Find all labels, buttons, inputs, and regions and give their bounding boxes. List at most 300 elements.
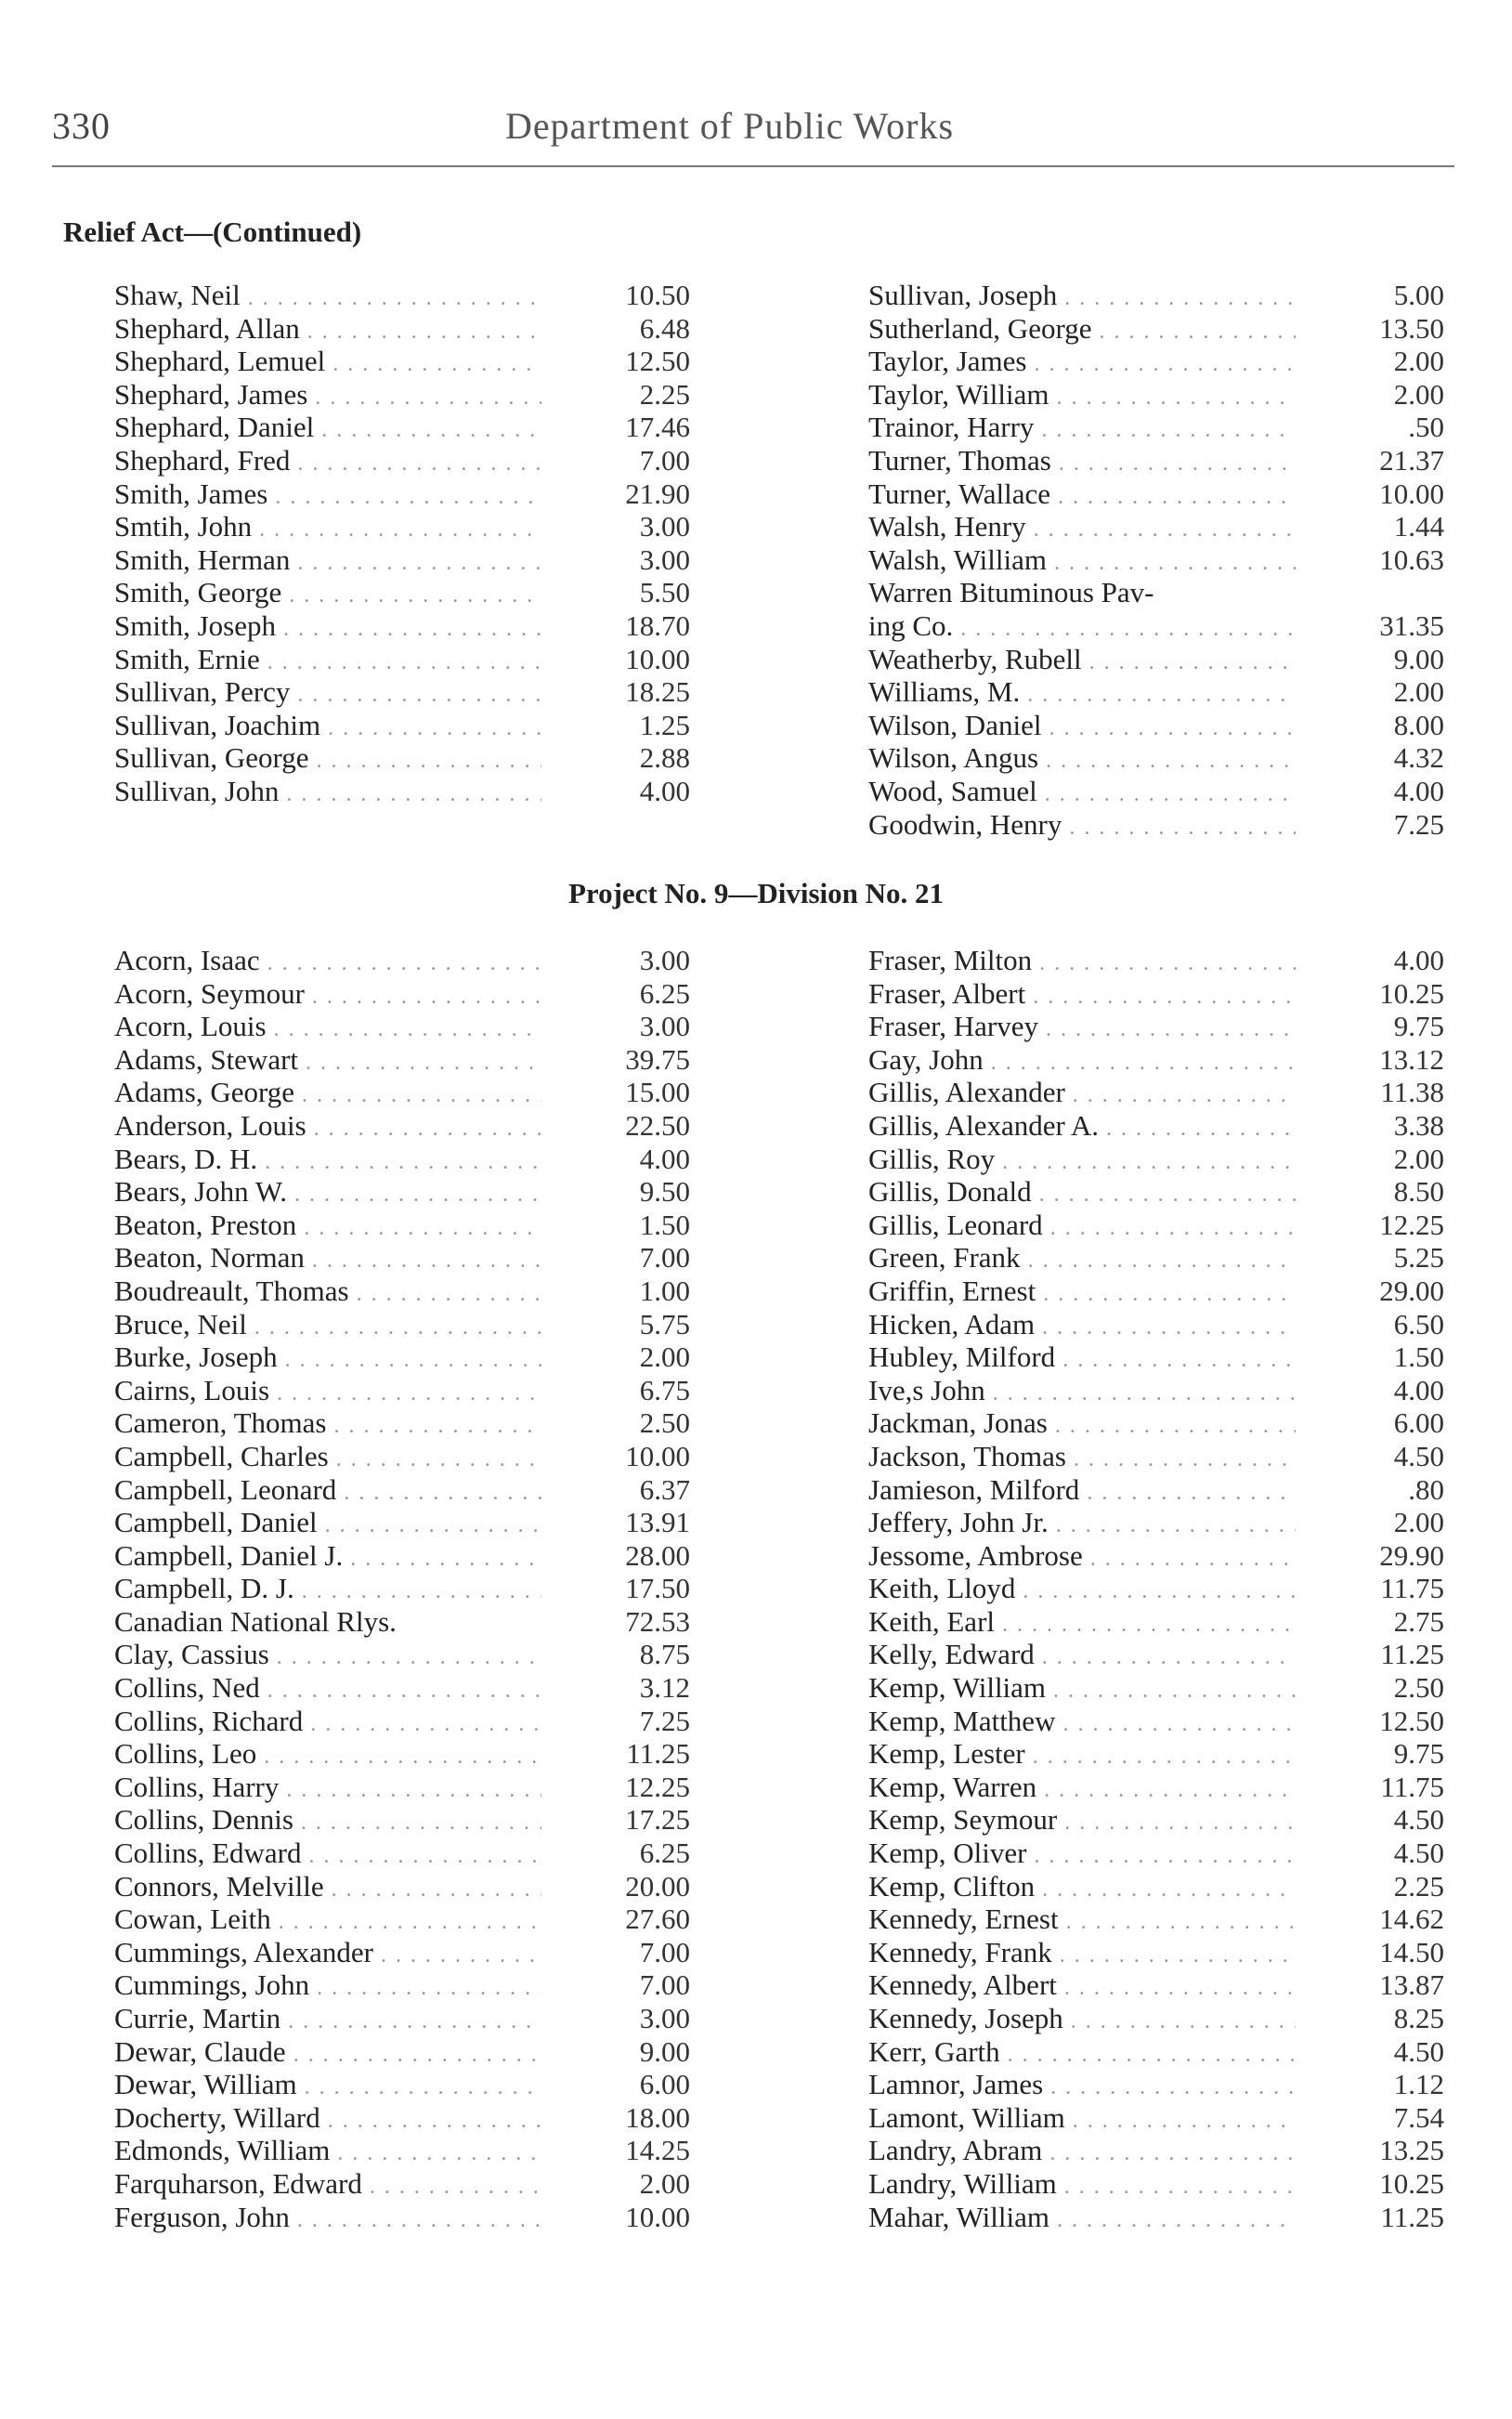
- entry-name: Edmonds, William . . .: [114, 2134, 541, 2171]
- list-item: [114, 1473, 690, 1507]
- entry-name: Gay, John . . .: [868, 1043, 1296, 1080]
- entry-amount: 2.88: [639, 741, 690, 775]
- entry-name: Green, Frank . . .: [868, 1241, 1296, 1278]
- entry-amount: 9.50: [639, 1175, 690, 1209]
- entry-name: Shephard, James . . .: [114, 378, 541, 415]
- entry-name: Sutherland, George . . .: [868, 312, 1296, 349]
- entry-amount: 10.00: [625, 2200, 690, 2233]
- entry-amount: 2.00: [1393, 345, 1444, 378]
- list-item: [114, 1010, 690, 1043]
- entry-name: Kelly, Edward . . .: [868, 1638, 1296, 1675]
- entry-name: Ive,s John . . .: [868, 1374, 1296, 1411]
- entry-name: Cummings, John . . .: [114, 1968, 541, 2006]
- entry-name: Kerr, Garth . . .: [868, 2035, 1296, 2072]
- entry-amount: 20.00: [625, 1869, 690, 1903]
- entry-name: Smith, Joseph . . .: [114, 609, 541, 647]
- list-item: [868, 2134, 1444, 2167]
- entry-name: Acorn, Louis . . .: [114, 1010, 541, 1047]
- entry-amount: 2.25: [1393, 1869, 1444, 1903]
- list-item: [114, 741, 690, 775]
- entry-name: Bears, John W. . . .: [114, 1175, 541, 1212]
- entry-name: Jessome, Ambrose . . .: [868, 1539, 1296, 1576]
- entry-amount: 2.00: [1393, 1142, 1444, 1175]
- entry-amount: 3.00: [639, 543, 690, 576]
- list-item: [114, 675, 690, 709]
- list-item: [868, 1374, 1444, 1407]
- list-item: [868, 1440, 1444, 1473]
- list-item: [114, 1705, 690, 1738]
- entry-name: Bears, D. H. . . .: [114, 1143, 541, 1180]
- entry-name: Lamont, William . . .: [868, 2101, 1296, 2138]
- entry-amount: 2.00: [639, 1340, 690, 1374]
- entry-name: Wilson, Daniel . . .: [868, 709, 1296, 746]
- entry-amount: 11.25: [626, 1737, 690, 1771]
- entry-name: Docherty, Willard . . .: [114, 2101, 541, 2138]
- entry-amount: 2.00: [1393, 377, 1444, 411]
- list-item: [114, 1241, 690, 1275]
- entry-amount: 8.25: [1393, 2002, 1444, 2034]
- entry-amount: 6.00: [639, 2068, 690, 2101]
- list-item: [114, 312, 690, 346]
- list-item: [114, 1870, 690, 1903]
- entry-amount: 10.25: [1379, 976, 1444, 1010]
- list-item: [868, 944, 1444, 977]
- entry-name: Gillis, Roy . . .: [868, 1143, 1296, 1180]
- entry-name: Shephard, Lemuel . . .: [114, 345, 541, 382]
- entry-amount: 13.87: [1379, 1968, 1444, 2002]
- list-item: [868, 1143, 1444, 1176]
- list-item: [868, 1241, 1444, 1275]
- entry-name: Beaton, Norman . . .: [114, 1241, 541, 1278]
- entry-amount: 2.00: [1393, 675, 1444, 709]
- entry-name: Sullivan, George . . .: [114, 741, 541, 778]
- list-item: [868, 312, 1444, 346]
- list-item: [868, 1638, 1444, 1671]
- list-item: [868, 709, 1444, 742]
- entry-amount: 4.32: [1393, 741, 1444, 775]
- entry-name: Warren Bituminous Pav-: [868, 576, 1154, 609]
- entry-name: Bruce, Neil . . .: [114, 1308, 541, 1345]
- entry-amount: 4.50: [1393, 1439, 1444, 1472]
- entry-amount: 7.00: [639, 443, 690, 477]
- list-item: [868, 609, 1444, 643]
- page-number: 330: [52, 105, 111, 147]
- entry-name: Campbell, Charles . . .: [114, 1440, 541, 1477]
- entry-name: Taylor, William . . .: [868, 378, 1296, 415]
- entry-name: Walsh, William . . .: [868, 543, 1296, 581]
- entry-amount: 2.50: [639, 1406, 690, 1440]
- list-item: [868, 510, 1444, 543]
- entry-amount: 28.00: [625, 1538, 690, 1572]
- entry-amount: 72.53: [625, 1604, 690, 1638]
- entry-name: Kemp, Seymour . . .: [868, 1803, 1296, 1840]
- list-item: [868, 1308, 1444, 1341]
- entry-amount: 14.62: [1379, 1903, 1444, 1936]
- entry-amount: 6.25: [639, 976, 690, 1010]
- entry-name: Landry, Abram . . .: [868, 2134, 1296, 2171]
- entry-name: Smtih, John . . .: [114, 510, 541, 547]
- entry-name: Williams, M. . . .: [868, 675, 1296, 713]
- list-item: [868, 643, 1444, 676]
- entry-amount: 17.25: [625, 1803, 690, 1837]
- entry-amount: 10.50: [625, 279, 690, 311]
- entry-amount: 21.90: [625, 477, 690, 510]
- entry-name: Burke, Joseph . . .: [114, 1340, 541, 1378]
- entry-name: Sullivan, Joseph . . .: [868, 279, 1296, 316]
- entry-name: Kennedy, Ernest . . .: [868, 1903, 1296, 1940]
- entry-amount: 3.00: [639, 2002, 690, 2034]
- list-item: [114, 1340, 690, 1374]
- list-item: [868, 1837, 1444, 1870]
- list-item: [868, 808, 1444, 842]
- relief-act-right-column: [868, 279, 1444, 841]
- entry-amount: 2.00: [639, 2166, 690, 2200]
- entry-amount: 18.00: [625, 2100, 690, 2134]
- entry-name: Dewar, William . . .: [114, 2068, 541, 2105]
- entry-name: Lamnor, James . . .: [868, 2068, 1296, 2105]
- entry-amount: .80: [1408, 1472, 1444, 1506]
- entry-name: Adams, George . . .: [114, 1076, 541, 1113]
- entry-name: Turner, Thomas . . .: [868, 444, 1296, 481]
- entry-amount: 10.00: [1379, 477, 1444, 510]
- entry-name: Farquharson, Edward . . .: [114, 2167, 541, 2204]
- entry-name: Landry, William . . .: [868, 2167, 1296, 2204]
- entry-name: Currie, Martin . . .: [114, 2002, 541, 2039]
- entry-name: Jamieson, Milford . . .: [868, 1473, 1296, 1510]
- list-item: [868, 1968, 1444, 2002]
- entry-amount: 18.70: [625, 608, 690, 642]
- list-item: [114, 510, 690, 543]
- list-item: [114, 1043, 690, 1077]
- entry-name: Griffin, Ernest . . .: [868, 1275, 1296, 1312]
- entry-name: Kemp, William . . .: [868, 1671, 1296, 1708]
- entry-amount: 1.50: [639, 1208, 690, 1241]
- entry-amount: 27.60: [625, 1903, 690, 1936]
- list-item: [114, 1903, 690, 1936]
- entry-name: Ferguson, John . . .: [114, 2201, 541, 2238]
- list-item: [114, 2201, 690, 2234]
- header-rule: [52, 165, 1454, 167]
- entry-name: Jackson, Thomas . . .: [868, 1440, 1296, 1477]
- list-item: [114, 1275, 690, 1308]
- entry-name: Shephard, Daniel . . .: [114, 411, 541, 448]
- list-item: [868, 1903, 1444, 1936]
- entry-name: ing Co. . . .: [868, 609, 1296, 647]
- list-item: [114, 2002, 690, 2035]
- entry-name: Wood, Samuel . . .: [868, 775, 1296, 812]
- list-item: [114, 775, 690, 808]
- entry-name: Kemp, Matthew . . .: [868, 1705, 1296, 1742]
- entry-amount: 9.75: [1393, 1010, 1444, 1043]
- entry-name: Hicken, Adam . . .: [868, 1308, 1296, 1345]
- list-item: [114, 2068, 690, 2101]
- entry-amount: 5.75: [639, 1307, 690, 1340]
- entry-name: Cummings, Alexander . . .: [114, 1936, 541, 1973]
- entry-amount: 1.00: [639, 1274, 690, 1307]
- entry-amount: 2.00: [1393, 1506, 1444, 1539]
- entry-amount: 18.25: [625, 675, 690, 709]
- entry-amount: 6.48: [639, 311, 690, 345]
- list-item: [868, 477, 1444, 511]
- entry-amount: 12.25: [625, 1770, 690, 1803]
- list-item: [868, 444, 1444, 477]
- entry-name: Shephard, Allan . . .: [114, 312, 541, 349]
- page-header: [52, 104, 1445, 160]
- list-item: [114, 2134, 690, 2167]
- entry-amount: 1.50: [1393, 1340, 1444, 1374]
- entry-name: Hubley, Milford . . .: [868, 1340, 1296, 1378]
- entry-name: Smith, Herman . . .: [114, 543, 541, 581]
- entry-amount: 11.38: [1380, 1076, 1444, 1109]
- entry-amount: 4.00: [1393, 1373, 1444, 1406]
- entry-amount: 3.00: [639, 1010, 690, 1043]
- entry-name: Canadian National Rlys.: [114, 1604, 397, 1638]
- entry-amount: 12.25: [1379, 1208, 1444, 1241]
- list-item: [114, 477, 690, 511]
- entry-amount: 4.50: [1393, 2034, 1444, 2068]
- project-9-left-column: [114, 944, 690, 2233]
- list-item: [868, 2002, 1444, 2035]
- list-item: [114, 643, 690, 676]
- entry-name: Anderson, Louis . . .: [114, 1109, 541, 1146]
- list-item: [868, 1340, 1444, 1374]
- entry-name: Campbell, Daniel . . .: [114, 1506, 541, 1543]
- entry-name: Jackman, Jonas . . .: [868, 1406, 1296, 1444]
- list-item: [114, 1076, 690, 1109]
- entry-amount: 17.50: [625, 1572, 690, 1605]
- section-title-project-9: Project No. 9—Division No. 21: [567, 877, 945, 909]
- entry-amount: 1.12: [1393, 2068, 1444, 2101]
- entry-name: Campbell, Daniel J. . . .: [114, 1539, 541, 1576]
- entry-amount: 14.25: [625, 2134, 690, 2167]
- list-item: [114, 1605, 690, 1639]
- entry-name: Taylor, James . . .: [868, 345, 1296, 382]
- entry-amount: 5.00: [1393, 279, 1444, 311]
- entry-amount: 7.00: [639, 1935, 690, 1968]
- entry-amount: 8.00: [1393, 708, 1444, 741]
- entry-name: Smith, Ernie . . .: [114, 643, 541, 680]
- list-item: [114, 1771, 690, 1804]
- list-item: [114, 609, 690, 643]
- entry-name: Keith, Lloyd . . .: [868, 1572, 1296, 1609]
- list-item: [868, 1870, 1444, 1903]
- entry-name: Collins, Ned . . .: [114, 1671, 541, 1708]
- page-title: Department of Public Works: [505, 105, 955, 147]
- entry-name: Collins, Edward . . .: [114, 1837, 541, 1874]
- entry-amount: 11.75: [1380, 1770, 1444, 1803]
- entry-amount: 3.12: [639, 1671, 690, 1705]
- entry-amount: 8.75: [639, 1638, 690, 1671]
- list-item: [114, 1638, 690, 1671]
- entry-amount: 15.00: [625, 1076, 690, 1109]
- entry-amount: 9.75: [1393, 1737, 1444, 1771]
- entry-amount: 22.50: [625, 1108, 690, 1142]
- entry-amount: 3.38: [1393, 1108, 1444, 1142]
- entry-amount: 1.44: [1393, 510, 1444, 543]
- entry-amount: 14.50: [1379, 1935, 1444, 1968]
- entry-name: Smith, George . . .: [114, 576, 541, 613]
- entry-name: Campbell, Leonard . . .: [114, 1473, 541, 1510]
- entry-name: Acorn, Isaac . . .: [114, 944, 541, 981]
- entry-name: Jeffery, John Jr. . . .: [868, 1506, 1296, 1543]
- list-item: [114, 1539, 690, 1573]
- list-item: [114, 1837, 690, 1870]
- entry-name: Connors, Melville . . .: [114, 1870, 541, 1907]
- entry-name: Cowan, Leith . . .: [114, 1903, 541, 1940]
- entry-name: Kemp, Clifton . . .: [868, 1870, 1296, 1907]
- entry-amount: 11.75: [1380, 1572, 1444, 1605]
- entry-amount: 29.90: [1379, 1538, 1444, 1572]
- entry-amount: 7.25: [1393, 807, 1444, 841]
- list-item: [114, 279, 690, 312]
- entry-amount: 6.75: [639, 1373, 690, 1406]
- list-item: [868, 775, 1444, 808]
- entry-name: Kennedy, Albert . . .: [868, 1968, 1296, 2006]
- entry-name: Acorn, Seymour . . .: [114, 977, 541, 1014]
- list-item: [868, 411, 1444, 444]
- entry-name: Fraser, Harvey . . .: [868, 1010, 1296, 1047]
- list-item: [868, 1705, 1444, 1738]
- entry-name: Gillis, Alexander . . .: [868, 1076, 1296, 1113]
- entry-amount: 6.37: [639, 1472, 690, 1506]
- entry-name: Sullivan, John . . .: [114, 775, 541, 812]
- list-item: [114, 1308, 690, 1341]
- entry-amount: 2.50: [1393, 1671, 1444, 1705]
- entry-name: Cameron, Thomas . . .: [114, 1406, 541, 1444]
- entry-name: Wilson, Angus . . .: [868, 741, 1296, 778]
- entry-amount: 17.46: [625, 411, 690, 444]
- entry-name: Kennedy, Joseph . . .: [868, 2002, 1296, 2039]
- entry-name: Goodwin, Henry . . .: [868, 808, 1296, 845]
- entry-amount: 12.50: [1379, 1704, 1444, 1737]
- entry-amount: 5.50: [639, 576, 690, 609]
- list-item: [114, 1737, 690, 1771]
- entry-amount: 6.25: [639, 1837, 690, 1870]
- entry-name: Collins, Harry . . .: [114, 1771, 541, 1808]
- list-item: [114, 1175, 690, 1209]
- entry-amount: 13.50: [1379, 311, 1444, 345]
- list-item: [114, 709, 690, 742]
- entry-amount: 7.00: [639, 1241, 690, 1275]
- list-item: [868, 1406, 1444, 1440]
- entry-name: Boudreault, Thomas . . .: [114, 1275, 541, 1312]
- list-item: [114, 1671, 690, 1705]
- list-item: [868, 1010, 1444, 1043]
- entry-amount: .50: [1408, 411, 1444, 444]
- entry-amount: 12.50: [625, 345, 690, 378]
- list-item: [868, 1572, 1444, 1605]
- list-item: [114, 2101, 690, 2135]
- entry-name: Gillis, Alexander A. . . .: [868, 1109, 1296, 1146]
- entry-amount: 11.25: [1380, 1638, 1444, 1671]
- entry-name: Collins, Richard . . .: [114, 1705, 541, 1742]
- list-item: [868, 1803, 1444, 1837]
- section-title-relief-act: Relief Act—(Continued): [63, 216, 362, 248]
- list-item: [868, 977, 1444, 1011]
- entry-amount: 13.12: [1379, 1042, 1444, 1076]
- list-item: [868, 543, 1444, 577]
- entry-amount: 13.91: [625, 1506, 690, 1539]
- list-item: [114, 1968, 690, 2002]
- entry-name: Clay, Cassius . . .: [114, 1638, 541, 1675]
- entry-amount: 10.63: [1379, 543, 1444, 576]
- list-item: [114, 576, 690, 609]
- project-9-right-column: [868, 944, 1444, 2233]
- entry-name: Adams, Stewart . . .: [114, 1043, 541, 1080]
- entry-name: Kemp, Lester . . .: [868, 1737, 1296, 1774]
- list-item: [868, 1539, 1444, 1573]
- list-item: [114, 1109, 690, 1143]
- entry-amount: 10.00: [625, 642, 690, 675]
- list-item: [868, 2035, 1444, 2069]
- list-item: [868, 1175, 1444, 1209]
- list-item: [868, 1605, 1444, 1639]
- list-item: [868, 1936, 1444, 1969]
- list-item: [868, 1043, 1444, 1077]
- entry-name: Weatherby, Rubell . . .: [868, 643, 1296, 680]
- list-item: [868, 1076, 1444, 1109]
- list-item: [114, 543, 690, 577]
- entry-name: Shaw, Neil . . .: [114, 279, 541, 316]
- list-item: [114, 2035, 690, 2069]
- entry-amount: 7.00: [639, 1968, 690, 2002]
- entry-name: Gillis, Donald . . .: [868, 1175, 1296, 1212]
- entry-name: Campbell, D. J. . . .: [114, 1572, 541, 1609]
- entry-amount: 13.25: [1379, 2134, 1444, 2167]
- entry-name: Sullivan, Joachim . . .: [114, 709, 541, 746]
- entry-amount: 4.00: [1393, 774, 1444, 807]
- entry-amount: 3.00: [639, 944, 690, 976]
- list-item: [868, 2068, 1444, 2101]
- list-item: [114, 345, 690, 378]
- entry-amount: 4.00: [1393, 944, 1444, 976]
- entry-name: Fraser, Albert . . .: [868, 977, 1296, 1014]
- entry-amount: 6.50: [1393, 1307, 1444, 1340]
- entry-amount: 5.25: [1393, 1241, 1444, 1275]
- entry-amount: 31.35: [1379, 608, 1444, 642]
- entry-name: Trainor, Harry . . .: [868, 411, 1296, 448]
- list-item: [868, 2167, 1444, 2201]
- entry-amount: 4.00: [639, 774, 690, 807]
- list-item: [868, 1506, 1444, 1539]
- list-item: [114, 2167, 690, 2201]
- entry-amount: 8.50: [1393, 1175, 1444, 1209]
- list-item: [868, 576, 1444, 609]
- list-item: [868, 1473, 1444, 1507]
- entry-amount: 2.25: [639, 377, 690, 411]
- list-item: [868, 1671, 1444, 1705]
- relief-act-left-column: [114, 279, 690, 808]
- entry-amount: 21.37: [1379, 443, 1444, 477]
- entry-amount: 3.00: [639, 510, 690, 543]
- entry-name: Fraser, Milton . . .: [868, 944, 1296, 981]
- entry-name: Collins, Dennis . . .: [114, 1803, 541, 1840]
- list-item: [868, 345, 1444, 378]
- list-item: [868, 1275, 1444, 1308]
- list-item: [868, 279, 1444, 312]
- list-item: [114, 1506, 690, 1539]
- list-item: [868, 1109, 1444, 1143]
- entry-name: Walsh, Henry . . .: [868, 510, 1296, 547]
- entry-name: Shephard, Fred . . .: [114, 444, 541, 481]
- entry-amount: 10.00: [625, 1439, 690, 1472]
- list-item: [114, 411, 690, 444]
- entry-amount: 29.00: [1379, 1274, 1444, 1307]
- list-item: [868, 2101, 1444, 2135]
- list-item: [868, 378, 1444, 412]
- entry-amount: 7.25: [639, 1704, 690, 1737]
- entry-amount: 39.75: [625, 1042, 690, 1076]
